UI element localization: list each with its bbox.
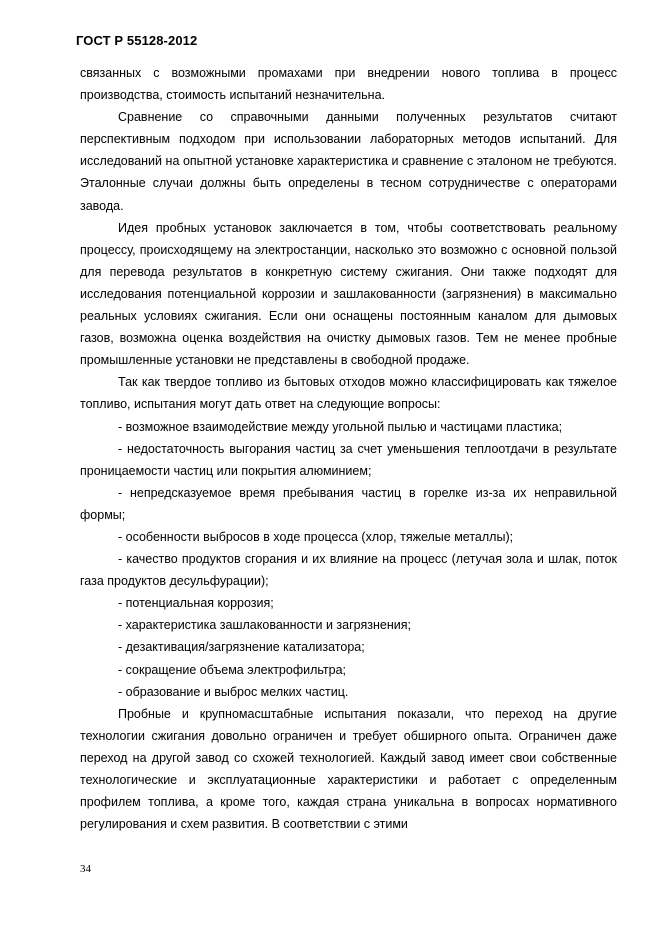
list-item: - особенности выбросов в ходе процесса (хлор, тяжелые металлы);: [118, 529, 514, 544]
paragraph: Идея пробных установок заключается в том, чтобы соответствовать реальному процессу, происходящему на электростанции, насколько это возможно с основной пользой для перевода результатов в конкретную систему сжигания. Они также подходят для исследования потенциальной коррозии и зашлакованности (загрязнения) в максимально реальных условиях сжигания. Если они оснащены постоянным каналом для дымовых газов, возможна оценка воздействия на очистку дымовых газов. Тем не менее пробные промышленные установки не представлены в свободной продаже.: [80, 220, 617, 368]
list-item: - возможное взаимодействие между угольной пылью и частицами пластика;: [118, 419, 563, 434]
list-item: - характеристика зашлакованности и загрязнения;: [118, 618, 411, 633]
list-item: - потенциальная коррозия;: [118, 596, 274, 611]
list-item: - дезактивация/загрязнение катализатора;: [118, 640, 365, 655]
document-body: [80, 62, 617, 835]
list-item: - сокращение объема электрофильтра;: [118, 662, 347, 677]
list-item: - недостаточность выгорания частиц за счет уменьшения теплоотдачи в результате проницаемости частиц или покрытия алюминием;: [80, 441, 617, 478]
paragraph: связанных с возможными промахами при внедрении нового топлива в процесс производства, стоимость испытаний незначительна.: [80, 66, 617, 103]
list-item: - качество продуктов сгорания и их влияние на процесс (летучая зола и шлак, поток газа продуктов десульфурации);: [80, 552, 617, 589]
list-item: - непредсказуемое время пребывания частиц в горелке из-за их неправильной формы;: [80, 485, 617, 522]
paragraph: Так как твердое топливо из бытовых отходов можно классифицировать как тяжелое топливо, испытания могут дать ответ на следующие вопросы:: [80, 375, 617, 412]
paragraph: Сравнение со справочными данными полученных результатов считают перспективным подходом при использовании лабораторных методов испытаний. Для исследований на опытной установке характеристика и сравнение с эталоном не требуются. Эталонные случаи должны быть определены в тесном сотрудничестве с операторами завода.: [80, 110, 617, 213]
page-number: 34: [80, 863, 91, 875]
document-header: ГОСТ Р 55128-2012: [76, 33, 198, 48]
paragraph: Пробные и крупномасштабные испытания показали, что переход на другие технологии сжигания довольно ограничен и требует обширного опыта. Ограничен даже переход на другой завод со схожей технологией. Каждый завод имеет свои собственные технологические и эксплуатационные характеристики и работает с определенным профилем топлива, а кроме того, каждая страна уникальна в вопросах нормативного регулирования и схем развития. В соответствии с этими: [80, 706, 617, 832]
list-item: - образование и выброс мелких частиц.: [118, 684, 349, 699]
